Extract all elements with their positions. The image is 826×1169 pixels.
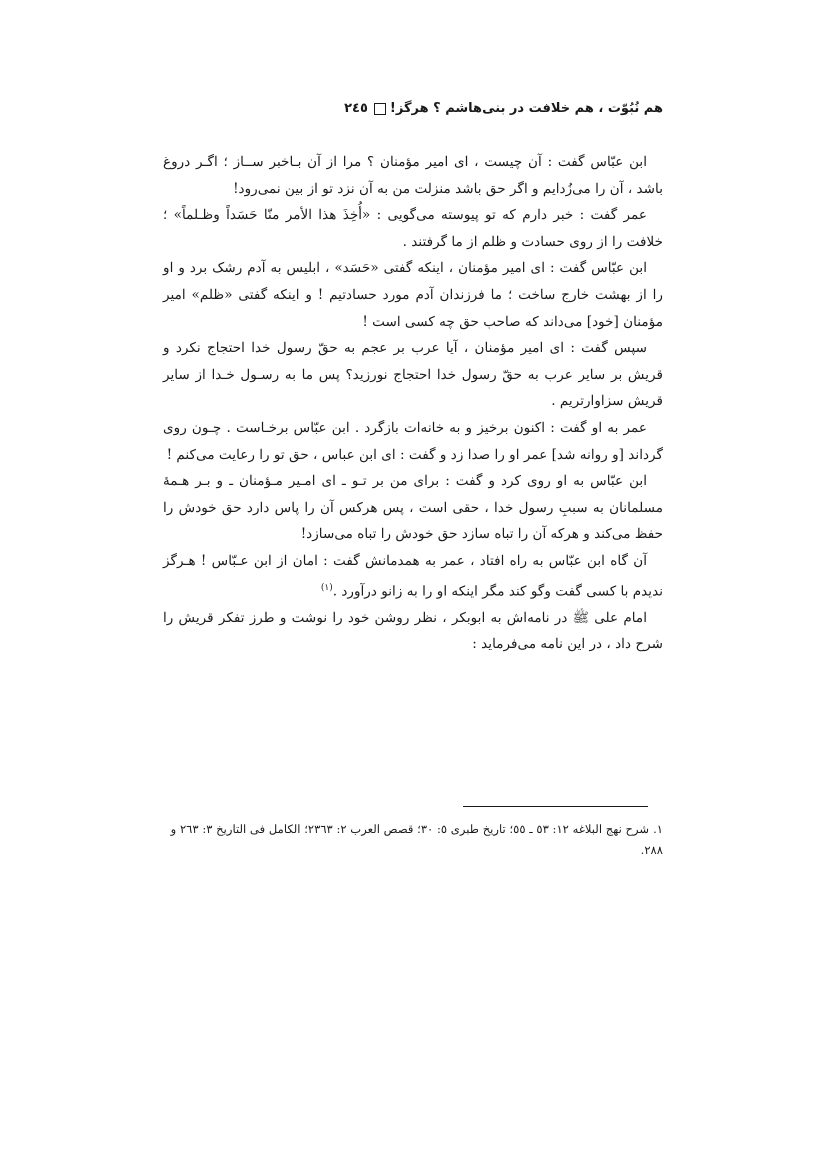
footnote-text: شرح نهج البلاغه ١٢: ٥٣ ـ ٥٥؛ تاریخ طبری ٥: ٣٠؛ قصص العرب ٢: ٢٣٦٣؛ الکامل فی التاریخ ٣: ٢٦٣ و ٢٨٨. [170,822,663,857]
footnote [163,819,663,861]
main-text [163,149,663,658]
running-header [163,100,663,118]
paragraph: امام علی ﷺ در نامه‌اش به ابوبکر ، نظر روشن خود را نوشت و طرز تفکر قریش را شرح داد ، در این نامه می‌فرماید : [163,609,663,653]
square-ornament-icon [374,103,386,115]
footnote-marker: (١) [320,582,333,593]
page-number: ٢٤٥ [344,101,368,116]
footnote-number: ١. [653,822,663,836]
footnote-divider [463,806,648,807]
paragraph: سپس گفت : ای امیر مؤمنان ، آیا عرب بر عجم به حقّ رسول خدا احتجاج نکرد و قریش بر سایر عرب به حقّ رسول خدا احتجاج نورزید؟ پس ما به رسـول خـدا از سایر قریش سزاوارتریم . [163,340,663,410]
paragraph: ابن عبّاس گفت : آن چیست ، ای امیر مؤمنان ؟ مرا از آن بـاخبر ســاز ؛ اگـر دروغ باشد ، آن را می‌زُدایم و اگر حق باشد منزلت من به آن نزد تو از بین نمی‌رود! [163,154,663,197]
paragraph: ابن عبّاس گفت : ای امیر مؤمنان ، اینکه گفتی «حَسَد» ، ابلیس به آدم رشک برد و او را از بهشت خارج ساخت ؛ ما فرزندان آدم مورد حسادتیم ! و اینکه گفتی «ظلم» امیر مؤمنان [خود] می‌داند که صاحب حق چه کسی است ! [163,260,663,330]
paragraph: ابن عبّاس به او روی کرد و گفت : برای من بر تـو ـ ای امـیر مـؤمنان ـ و بـر هـمهٔ مسلمانان به سببِ رسول خدا ، حقی است ، پس هرکس آن را پاس دارد حق خودش را حفظ می‌کند و هرکه آن را تباه سازد حق خودش را تباه می‌سازد! [163,473,663,543]
paragraph: عمر گفت : خبر دارم که تو پیوسته می‌گویی : «أُخِذَ هذا الأمر منّا حَسَداً وظـلماً» ؛ خلافت را از روی حسادت و ظلم از ما گرفتند . [163,207,663,250]
header-title: هم نُبُوّت ، هم خلافت در بنی‌هاشم ؟ هرگز! [389,101,663,116]
paragraph-text: آن گاه ابن عبّاس به راه افتاد ، عمر به همدمانش گفت : امان از ابن عـبّاس ! هـرگز ندیدم با کسی گفت وگو کند مگر اینکه او را به زانو درآورد . [163,552,663,600]
paragraph-with-note [163,548,663,605]
paragraph: عمر به او گفت : اکنون برخیز و به خانه‌ات بازگرد . ابن عبّاس برخـاست . چـون روی گرداند [و روانه شد] عمر او را صدا زد و گفت : ای ابن عباس ، حق تو را رعایت می‌کنم ! [163,419,663,463]
